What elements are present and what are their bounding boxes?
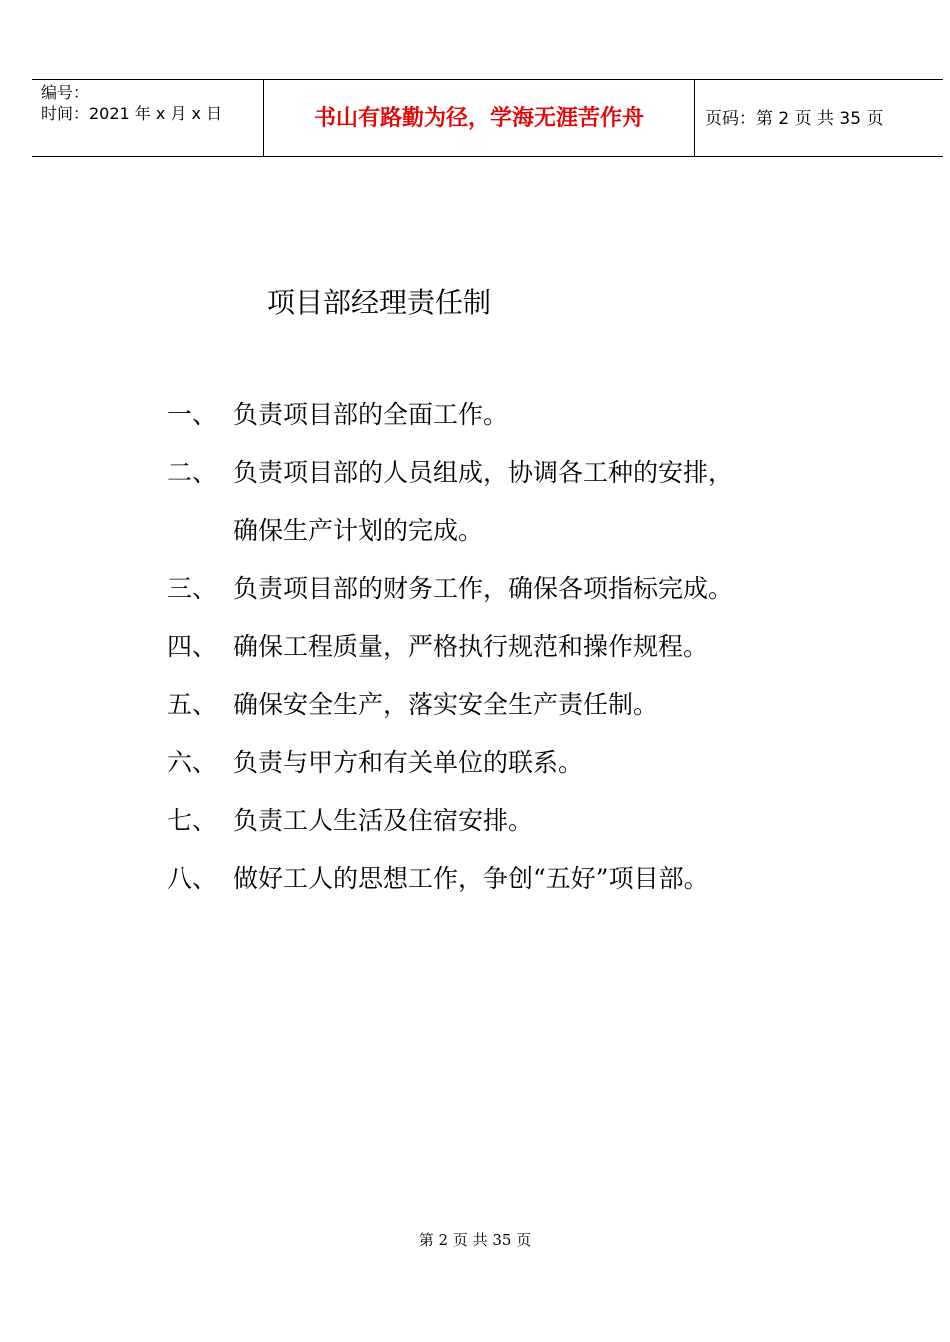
list-item	[167, 630, 708, 664]
list-item-number: 六、	[167, 748, 218, 777]
list-item-text: 做好工人的思想工作，争创“五好”项目部。	[233, 864, 709, 893]
list-item-number: 三、	[167, 574, 218, 603]
page-title: 项目部经理责任制	[267, 286, 492, 319]
list-item-number: 一、	[167, 400, 218, 429]
list-item-text: 确保安全生产，落实安全生产责任制。	[233, 690, 659, 719]
header-page-cell	[695, 80, 943, 156]
header-motto-cell	[264, 80, 695, 156]
page-code: 页码：第 2 页 共 35 页	[705, 109, 884, 129]
list-item-text: 负责项目部的人员组成，协调各工种的安排，	[233, 458, 734, 487]
list-item-text: 确保工程质量，严格执行规范和操作规程。	[233, 632, 709, 661]
list-item-number: 四、	[167, 632, 218, 661]
list-item	[167, 456, 733, 490]
list-item	[167, 572, 733, 606]
list-item-number: 二、	[167, 458, 218, 487]
list-item-continuation: 确保生产计划的完成。	[233, 516, 484, 545]
list-item-number: 八、	[167, 864, 218, 893]
list-item-text: 负责与甲方和有关单位的联系。	[233, 748, 584, 777]
header-table	[32, 79, 943, 157]
list-item-number: 七、	[167, 806, 218, 835]
list-item-number: 五、	[167, 690, 218, 719]
document-number-label: 编号：	[41, 83, 90, 102]
document-time-label: 时间：2021 年 x 月 x 日	[41, 104, 223, 123]
list-item-text: 负责项目部的全面工作。	[233, 400, 509, 429]
list-item	[167, 862, 709, 896]
motto-text: 书山有路勤为径，学海无涯苦作舟	[313, 106, 644, 131]
list-item-text: 负责项目部的财务工作，确保各项指标完成。	[233, 574, 734, 603]
page-footer: 第 2 页 共 35 页	[418, 1231, 532, 1249]
list-item	[167, 688, 658, 722]
list-item-text: 负责工人生活及住宿安排。	[233, 806, 534, 835]
list-item	[167, 746, 583, 780]
list-item	[167, 804, 533, 838]
header-meta-cell	[32, 80, 264, 156]
list-item	[167, 398, 508, 432]
